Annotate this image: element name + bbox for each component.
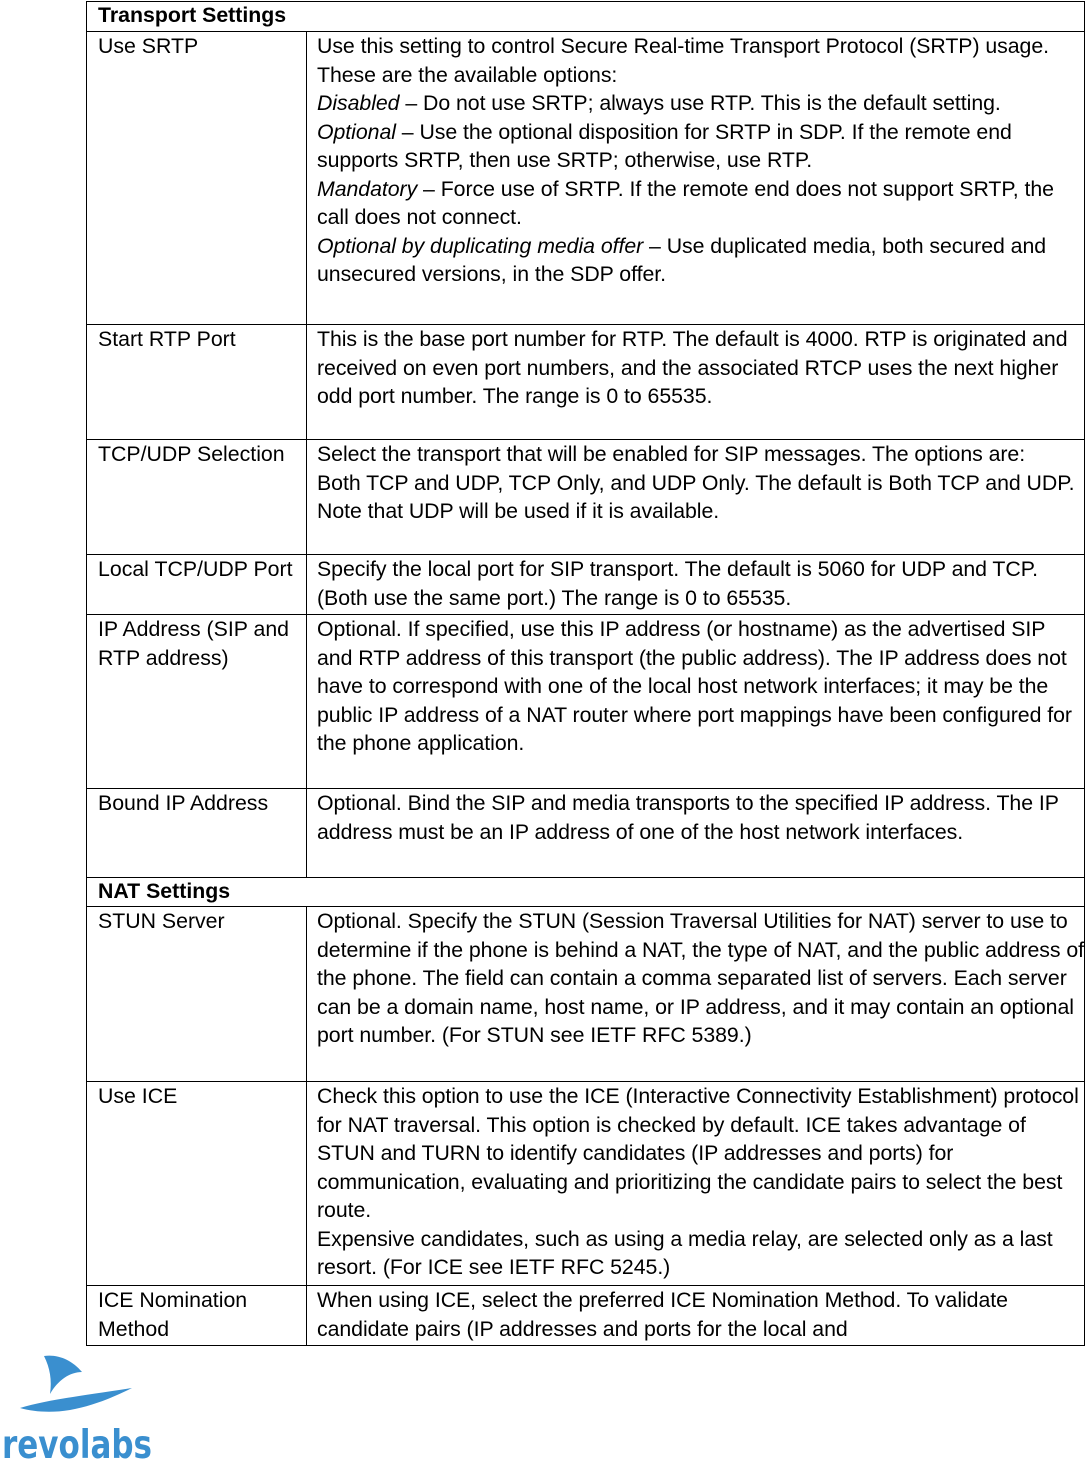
table-row: [87, 555, 1085, 615]
option-text: – Use duplicated media, both secured and unsecured versions, in the SDP offer.: [317, 233, 1047, 286]
option-text: – Force use of SRTP. If the remote end does not support SRTP, the call does not connect.: [317, 176, 1054, 229]
setting-name: Local TCP/UDP Port: [87, 555, 307, 615]
section-header-row: [87, 2, 1085, 32]
table-row: [87, 907, 1085, 1082]
table-row: [87, 789, 1085, 878]
setting-name: Start RTP Port: [87, 325, 307, 440]
option-text: – Do not use SRTP; always use RTP. This is the default setting.: [399, 91, 1001, 115]
description-text: Both TCP and UDP, TCP Only, and UDP Only. The default is Both TCP and UDP. Note that UDP will be used if it is available.: [317, 470, 1075, 523]
logo-swoosh-top: [44, 1356, 82, 1394]
option-line: [317, 118, 1084, 175]
revolabs-logo: [0, 1350, 160, 1467]
setting-description: When using ICE, select the preferred ICE Nomination Method. To validate candidate pairs (IP addresses and ports for the local and: [307, 1286, 1085, 1346]
table-row: [87, 1286, 1085, 1346]
setting-name: Use ICE: [87, 1082, 307, 1286]
setting-name: ICE Nomination Method: [87, 1286, 307, 1346]
setting-description: Optional. Bind the SIP and media transports to the specified IP address. The IP address must be an IP address of one of the host network interfaces.: [307, 789, 1085, 878]
description-text: Select the transport that will be enabled for SIP messages. The options are:: [317, 442, 1026, 466]
option-line: [317, 89, 1084, 118]
option-line: [317, 175, 1084, 232]
option-term: Disabled: [317, 91, 400, 115]
table-row: [87, 615, 1085, 789]
table-row: [87, 325, 1085, 440]
settings-table: [86, 1, 1085, 1346]
setting-name: Bound IP Address: [87, 789, 307, 878]
logo-text: revolabs: [2, 1423, 152, 1467]
option-text: – Use the optional disposition for SRTP in SDP. If the remote end supports SRTP, then use SRTP; otherwise, use RTP.: [317, 119, 1012, 172]
option-term: Optional: [317, 119, 396, 144]
option-term: Optional by duplicating media offer: [317, 233, 644, 258]
table-row: [87, 440, 1085, 555]
setting-description: [307, 440, 1085, 555]
setting-name: IP Address (SIP and RTP address): [87, 615, 307, 789]
option-term: Mandatory: [317, 176, 418, 201]
section-header-row: [87, 878, 1085, 907]
revolabs-logo-icon: [0, 1350, 160, 1467]
table-row: [87, 1082, 1085, 1286]
setting-description: This is the base port number for RTP. The default is 4000. RTP is originated and received on even port numbers, and the associated RTCP uses the next higher odd port number. The range is 0 to 65535.: [307, 325, 1085, 440]
section-heading-transport: Transport Settings: [87, 2, 1085, 32]
setting-name: TCP/UDP Selection: [87, 440, 307, 555]
setting-name: Use SRTP: [87, 32, 307, 325]
description-text: Check this option to use the ICE (Interactive Connectivity Establishment) protocol for NAT traversal. This option is checked by default. ICE takes advantage of STUN and TURN to identify candidates (IP addresses and ports) for communication, evaluating and prioritizing the candidate pairs to select the best route.: [317, 1084, 1079, 1222]
logo-swoosh-bottom: [20, 1388, 132, 1412]
section-heading-nat: NAT Settings: [87, 878, 1085, 907]
table-row: [87, 32, 1085, 325]
setting-description: [307, 32, 1085, 325]
description-text: Expensive candidates, such as using a media relay, are selected only as a last resort. (For ICE see IETF RFC 5245.): [317, 1226, 1053, 1279]
setting-description: Specify the local port for SIP transport. The default is 5060 for UDP and TCP. (Both use the same port.) The range is 0 to 65535.: [307, 555, 1085, 615]
setting-description: Optional. If specified, use this IP address (or hostname) as the advertised SIP and RTP address of this transport (the public address). The IP address does not have to correspond with one of the local host network interfaces; it may be the public IP address of a NAT router where port mappings have been configured for the phone application.: [307, 615, 1085, 789]
description-text: Use this setting to control Secure Real-time Transport Protocol (SRTP) usage. These are the available options:: [317, 34, 1049, 87]
setting-description: [307, 1082, 1085, 1286]
setting-description: Optional. Specify the STUN (Session Traversal Utilities for NAT) server to use to determine if the phone is behind a NAT, the type of NAT, and the public address of the phone. The field can contain a comma separated list of servers. Each server can be a domain name, host name, or IP address, and it may contain an optional port number. (For STUN see IETF RFC 5389.): [307, 907, 1085, 1082]
option-line: [317, 232, 1084, 289]
setting-name: STUN Server: [87, 907, 307, 1082]
